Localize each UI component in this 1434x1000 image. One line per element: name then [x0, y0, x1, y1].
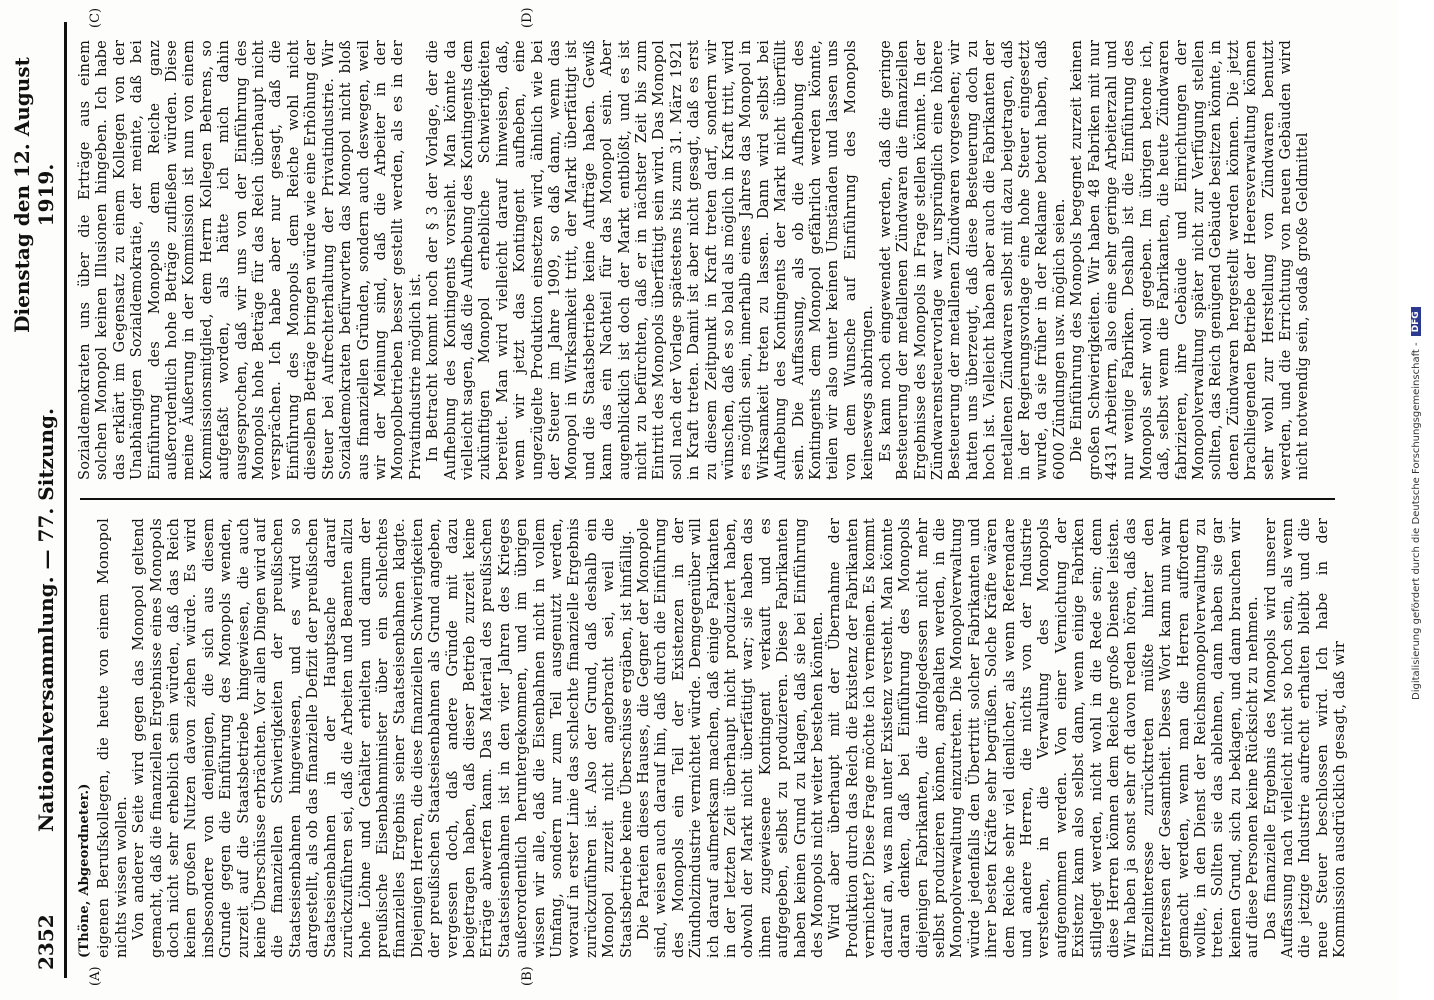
paragraph: Die Einführung des Monopols begegnet zurzeit keinen großen Schwierigkeiten. Wir haben 48 Fabriken mit nur 4431 Arbeitern, also eine sehr geringe Arbeiterzahl und nur wenige Fabriken. Deshalb ist die Einführung des Monopols sehr wohl gegeben. Im übrigen betone ich, daß, selbst wenn die Fabrikanten, die heute Zündwaren fabrizieren, ihre Gebäude und Einrichtungen der Monopolverwaltung später nicht zur Verfügung stellen sollten, das Reich genügend Gebäude besitzen könnte, in denen Zündwaren hergestellt werden können. Die jetzt brachliegenden Betriebe der Heeresverwaltung können sehr wohl zur Herstellung von Zündwaren benutzt werden, und die Errichtung von neuen Gebäuden wird nicht notwendig sein, sodaß große Geldmittel	[1068, 40, 1312, 480]
paragraph: Wird aber überhaupt mit der Übernahme der Produktion durch das Reich die Existenz der Fabrikanten vernichtet? Diese Frage möchte ich verneinen. Es kommt darauf an, was man unter Existenz versteht. Man könnte daran denken, daß bei Einführung des Monopols diejenigen Fabrikanten, die infolgedessen nicht mehr selbst produzieren können, angehalten werden, in die Monopolverwaltung einzutreten. Die Monopolverwaltung würde jedenfalls den Übertritt solcher Fabrikanten und ihrer besten Kräfte sehr begrüßen. Solche Kräfte wären dem Reiche sehr viel dienlicher, als wenn Referendare und andere Herren, die nichts von der Industrie verstehen, in die Verwaltung des Monopols aufgenommen werden. Von einer Vernichtung der Existenz kann also selbst dann, wenn einige Fabriken stillgelegt werden, nicht wohl in die Rede sein; denn diese Herren können dem Reiche große Dienste leisten. Wir haben ja sonst sehr oft davon reden hören, daß das Einzelinteresse zurücktreten müßte hinter den Interessen der Gesamtheit. Dieses Wort kann nun wahr gemacht werden, wenn man die Herren auffordern wollte, in den Dienst der Reichsmonopolverwaltung zu treten. Sollten sie das ablehnen, dann haben sie gar keinen Grund, sich zu beklagen, und dann brauchen wir auf diese Personen keine Rücksicht zu nehmen.	[826, 518, 1262, 958]
header-rule	[64, 22, 67, 978]
dfg-logo: DFG	[1411, 307, 1421, 336]
page-number: 2352	[34, 914, 58, 970]
speaker-label: (Thöne, Abgeordneter.)	[77, 783, 92, 958]
margin-marker-d: (D)	[520, 7, 535, 28]
paragraph: Die Parteien dieses Hauses, die Gegner der Monopole sind, weisen auch darauf hin, daß durch die Einführung des Monopols ein Teil der Existenzen in der Zündholzindustrie vernichtet würde. Demgegenüber will ich darauf aufmerksam machen, daß einige Fabrikanten in der letzten Zeit überhaupt nicht produziert haben, obwohl der Markt nicht überfättigt war; sie haben das ihnen zugewiesene Kontingent verkauft und es aufgegeben, selbst zu produzieren. Diese Fabrikanten haben keinen Grund zu klagen, daß sie bei Einführung des Monopols nicht weiter bestehen könnten.	[635, 518, 827, 958]
margin-marker-a: (A)	[88, 966, 103, 986]
left-column	[76, 518, 1395, 958]
paragraph: Es kann noch eingewendet werden, daß die geringe Besteuerung der metallenen Zündwaren die finanziellen Ergebnisse des Monopols in Frage stellen könnte. In der Zündwarensteuervorlage war ursprünglich eine höhere Besteuerung der metallenen Zündwaren vorgesehen; wir hatten uns überzeugt, daß diese Besteuerung doch zu hoch ist. Vielleicht haben aber auch die Fabrikanten der metallenen Zündwaren selbst mit dazu beigetragen, daß in der Regierungsvorlage eine hohe Steuer eingesetzt wurde, da sie früher in der Reklame betont haben, daß 6000 Zündungen usw. möglich seien.	[876, 40, 1068, 480]
page-header	[10, 30, 58, 970]
notice-text: Digitalisierung gefördert durch die Deutsche Forschungsgemeinschaft -	[1410, 342, 1422, 700]
margin-marker-c: (C)	[88, 7, 103, 28]
session-title: Nationalversammlung. — 77. Sitzung.	[34, 408, 58, 832]
paragraph: Sozialdemokraten uns über die Erträge aus einem solchen Monopol keinen Illusionen hingeben. Ich habe das erklärt im Gegensatz zu einem Kollegen von der Unabhängigen Sozialdemokratie, der meinte, daß bei Einführung des Monopols dem Reiche ganz außerordentlich hohe Beträge zufließen würden. Diese meine Äußerung in der Kommission ist nun von einem Kommissionsmitglied, dem Herrn Kollegen Behrens, so aufgefaßt worden, als hätte ich mich dahin ausgesprochen, daß wir uns von der Einführung des Monopols hohe Beträge für das Reich überhaupt nicht versprächen. Ich habe aber nur gesagt, daß die Einführung des Monopols dem Reiche wohl nicht dieselben Beträge bringen würde wie eine Erhöhung der Steuer bei Aufrechterhaltung der Privatindustrie. Wir Sozialdemokraten befürworten das Monopol nicht bloß aus finanziellen Gründen, sondern auch deswegen, weil wir der Meinung sind, daß die Arbeiter in der Monopolbetrieben besser gestellt werden, als es in der Privatindustrie möglich ist.	[76, 40, 424, 480]
paragraph: Von anderer Seite wird gegen das Monopol geltend gemacht, daß die finanziellen Ergebnisse eines Monopols doch nicht sehr erheblich sein würden, daß das Reich keinen großen Nutzen davon ziehen würde. Es wird insbesondere von denjenigen, die sich aus diesem Grunde gegen die Einführung des Monopols wenden, zurzeit auf die Staatsbetriebe hingewiesen, die auch keine Überschüsse erbrächten. Vor allen Dingen wird auf die finanziellen Schwierigkeiten der preußischen Staatseisenbahnen hingewiesen, und es wird so dargestellt, als ob das finanzielle Defizit der preußischen Staatseisenbahnen in der Hauptsache darauf zurückzuführen sei, daß die Arbeiten und Beamten allzu hohe Löhne und Gehälter erhielten und darum der preußische Eisenbahnminister über ein schlechtes finanzielles Ergebnis seiner Staatseisenbahnen klagte. Diejenigen Herren, die diese finanziellen Schwierigkeiten der preußischen Staatseisenbahnen als Grund angeben, vergessen doch, daß andere Gründe mit dazu beigetragen haben, daß dieser Betrieb zurzeit keine Erträge abwerfen kann. Das Material des preußischen Staatseisenbahnen ist in den vier Jahren des Krieges außerordentlich heruntergekommen, und im übrigen wissen wir alle, daß die Eisenbahnen nicht in vollem Umfang, sondern nur zum Teil ausgenutzt werden, worauf in erster Linie das schlechte finanzielle Ergebnis zurückzuführen ist. Also der Grund, daß deshalb ein Monopol zurzeit nicht angebracht sei, weil die Staatsbetriebe keine Überschüsse ergäben, ist hinfällig.	[130, 518, 635, 958]
session-date: Dienstag den 12. August 1919.	[10, 57, 58, 333]
paragraph: In Betracht kommt noch der § 3 der Vorlage, der die Aufhebung des Kontingents vorsieht. Man könnte da vielleicht sagen, daß die Aufhebung des Kontingents dem zukünftigen Monopol erhebliche Schwierigkeiten bereitet. Man wird vielleicht darauf hinweisen, daß, wenn wir jetzt das Kontingent aufheben, eine ungezügelte Produktion einsetzen wird, ähnlich wie bei der Steuer im Jahre 1909, so daß dann, wenn das Monopol in Wirksamkeit tritt, der Markt überfättigt ist und die Staatsbetriebe keine Aufträge haben. Gewiß kann das ein Nachteil für das Monopol sein. Aber augenblicklich ist doch der Markt entblößt, und es ist nicht zu befürchten, daß er in nächster Zeit bis zum Eintritt des Monopols überfättigt sein wird. Das Monopol soll nach der Vorlage spätestens bis zum 31. März 1921 in Kraft treten. Damit ist aber nicht gesagt, daß es erst zu diesem Zeitpunkt in Kraft treten darf, sondern wir wünschen, daß es so bald als möglich in Kraft tritt, wird es möglich sein, innerhalb eines Jahres das Monopol in Wirksamkeit treten zu lassen. Dann wird selbst bei Aufhebung des Kontingents der Markt nicht überfüllt sein. Die Auffassung, als ob die Aufhebung des Kontingents dem Monopol gefährlich werden könnte, teilen wir also unter keinen Umständen und lassen uns von dem Wunsche auf Einführung des Monopols keineswegs abbringen.	[424, 40, 877, 480]
margin-marker-b: (B)	[520, 966, 535, 986]
column-divider	[80, 498, 1335, 500]
digitization-notice	[1398, 0, 1434, 1000]
paragraph: eigenen Berufskollegen, die heute von einem Monopol nichts wissen wollen.	[95, 518, 130, 958]
paragraph: Das finanzielle Ergebnis des Monopols wird unserer Auffassung nach vielleicht nicht so hoch sein, als wenn die jetzige Industrie aufrecht erhalten bleibt und die neue Steuer beschlossen wird. Ich habe in der Kommission ausdrücklich gesagt, daß wir	[1261, 518, 1349, 958]
right-column	[76, 40, 1395, 480]
